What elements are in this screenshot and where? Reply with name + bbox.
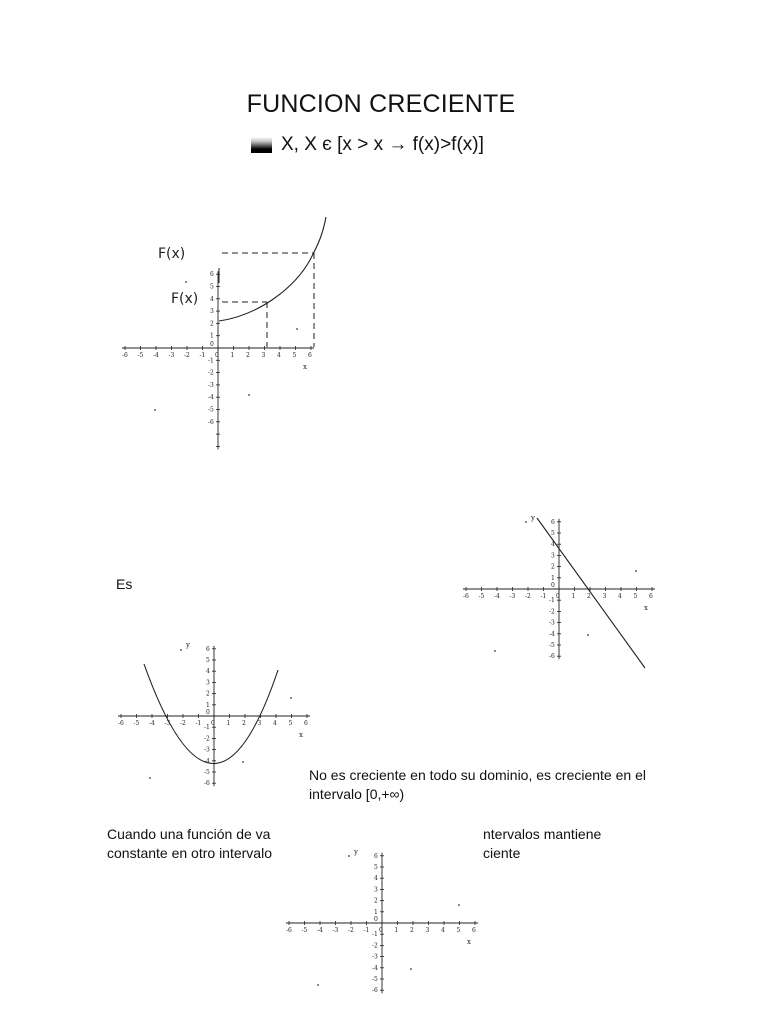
- y-tick-label: -1: [204, 724, 210, 732]
- graph2-dot: [635, 570, 637, 572]
- text-es: Es: [116, 576, 133, 592]
- x-tick-label: -3: [332, 927, 339, 934]
- y-tick-label: 1: [374, 908, 378, 916]
- y-tick-label: 3: [374, 886, 378, 894]
- x-tick-label: 1: [394, 927, 399, 934]
- y-tick-label: -5: [204, 769, 210, 776]
- x-tick-label: 6: [304, 720, 308, 727]
- y-tick-label: 6: [206, 645, 210, 653]
- x-tick-label: -3: [164, 720, 171, 727]
- x-tick-label: 6: [472, 927, 476, 934]
- x-tick-label: -5: [137, 352, 144, 359]
- graph1-dot: [296, 328, 298, 330]
- x-axis-name: x: [467, 938, 471, 946]
- text-not-increasing-line2: intervalo [0,+∞): [309, 786, 405, 802]
- text-cuando-right-line2: ciente: [483, 845, 521, 861]
- y-tick-label: -3: [204, 746, 210, 754]
- x-axis-name: x: [299, 731, 303, 739]
- x-tick-label: -4: [153, 352, 159, 359]
- x-tick-label: 2: [410, 927, 414, 934]
- x-tick-label: -5: [478, 593, 485, 600]
- text-cuando-line2: constante en otro intervalo: [107, 845, 272, 861]
- y-tick-label: -6: [372, 987, 378, 995]
- x-tick-label: 1: [230, 352, 235, 359]
- y-tick-label: -4: [204, 757, 210, 765]
- x-tick-label: -6: [286, 927, 292, 934]
- x-tick-label: 5: [292, 352, 297, 359]
- y-tick-label: -3: [372, 953, 378, 961]
- y-tick-label: 6: [210, 271, 214, 279]
- graph4-dot: [348, 855, 350, 857]
- x-tick-label: -2: [184, 352, 190, 359]
- graph1-label-upper: F(x): [158, 246, 186, 262]
- x-tick-label: -4: [149, 720, 155, 727]
- formula: [251, 134, 484, 156]
- graph3-curve: [144, 664, 278, 764]
- y-tick-label: -1: [208, 357, 214, 365]
- graph3-dot: [149, 777, 151, 779]
- y-tick-label: 1: [210, 332, 214, 340]
- y-tick-label: -2: [208, 369, 214, 377]
- graph3-axes: [118, 641, 310, 787]
- y-tick-label: -4: [208, 394, 214, 402]
- text-cuando-right-line1: ntervalos mantiene: [483, 826, 602, 842]
- x-tick-label: -6: [118, 720, 124, 727]
- x-tick-label: 0: [556, 593, 560, 600]
- x-tick-label: 3: [602, 593, 607, 600]
- text-not-increasing-line1: No es creciente en todo su dominio, es creciente en el: [309, 767, 646, 783]
- x-tick-label: -3: [168, 352, 175, 359]
- x-tick-label: 1: [571, 593, 576, 600]
- graph4-dot: [317, 984, 319, 986]
- x-tick-label: 2: [587, 593, 591, 600]
- x-tick-label: 6: [308, 352, 312, 359]
- x-tick-label: 0: [379, 927, 383, 934]
- text-cuando: [107, 825, 272, 863]
- x-tick-label: -2: [180, 720, 186, 727]
- y-tick-label: 2: [374, 897, 378, 905]
- y-tick-label: 6: [551, 518, 555, 526]
- for-all-symbol-icon: [251, 137, 272, 153]
- x-tick-label: -1: [363, 927, 370, 934]
- x-tick-label: 5: [456, 927, 461, 934]
- y-tick-label: -6: [204, 780, 210, 788]
- x-tick-label: -3: [509, 593, 516, 600]
- graph4-occluder: [283, 820, 483, 870]
- x-tick-label: 5: [633, 593, 638, 600]
- formula-text: X, X є [x > x → f(x)>f(x)]: [281, 134, 484, 155]
- graph4-dot: [410, 968, 412, 970]
- y-tick-label: 5: [210, 283, 214, 291]
- graph3-dot: [242, 761, 244, 763]
- graph3-dot: [180, 649, 182, 651]
- y-tick-label: -4: [549, 630, 555, 638]
- x-axis-name: x: [644, 604, 648, 612]
- x-tick-label: 6: [649, 593, 653, 600]
- y-tick-label: -1: [372, 931, 378, 939]
- y-tick-label: 1: [206, 701, 210, 709]
- text-cuando-line1: Cuando una función de va: [107, 826, 271, 842]
- text-cuando-right: [483, 825, 601, 863]
- y-tick-label: 2: [210, 320, 214, 328]
- y-tick-label: 0: [210, 341, 214, 348]
- y-axis-name: y: [354, 847, 358, 856]
- y-tick-label: 6: [374, 852, 378, 860]
- graph2-dot: [494, 650, 496, 652]
- y-tick-label: -5: [372, 976, 378, 983]
- x-tick-label: 4: [277, 352, 281, 359]
- graph-empty-axes: [283, 820, 483, 1024]
- y-tick-label: 3: [206, 679, 210, 687]
- graph-increasing-function: [110, 205, 340, 455]
- y-tick-label: 5: [551, 530, 555, 537]
- y-tick-label: 3: [551, 552, 555, 560]
- x-tick-label: -4: [317, 927, 323, 934]
- graph-parabola: [110, 612, 320, 822]
- y-tick-label: -3: [549, 619, 555, 627]
- graph2-axes: [463, 514, 655, 660]
- y-tick-label: -2: [549, 608, 555, 616]
- y-tick-label: 0: [551, 582, 555, 589]
- graph1-dot: [248, 394, 250, 396]
- x-tick-label: 1: [226, 720, 231, 727]
- y-tick-label: 4: [551, 541, 555, 549]
- graph2-dot: [525, 521, 527, 523]
- y-tick-label: -2: [372, 942, 378, 950]
- y-tick-label: 0: [206, 709, 210, 716]
- x-tick-label: 3: [261, 352, 266, 359]
- page-title: FUNCION CRECIENTE: [246, 90, 516, 118]
- x-tick-label: 0: [211, 720, 215, 727]
- y-tick-label: 4: [374, 875, 378, 883]
- graph3-dot: [290, 697, 292, 699]
- x-tick-label: -1: [199, 352, 206, 359]
- x-tick-label: 2: [242, 720, 246, 727]
- x-tick-label: 3: [257, 720, 262, 727]
- y-tick-label: 2: [551, 563, 555, 571]
- y-tick-label: 1: [551, 574, 555, 582]
- y-tick-label: 4: [210, 295, 214, 303]
- y-tick-label: 2: [206, 690, 210, 698]
- y-tick-label: -5: [208, 406, 214, 414]
- x-axis-name: x: [303, 363, 307, 371]
- y-tick-label: 3: [210, 308, 214, 316]
- y-tick-label: -2: [204, 735, 210, 743]
- y-tick-label: 5: [206, 657, 210, 664]
- y-tick-label: -3: [208, 381, 214, 389]
- x-tick-label: -4: [494, 593, 500, 600]
- x-tick-label: -5: [133, 720, 140, 727]
- x-tick-label: -1: [195, 720, 202, 727]
- graph-decreasing-line: [455, 485, 665, 695]
- x-tick-label: 4: [441, 927, 445, 934]
- x-tick-label: -2: [525, 593, 531, 600]
- y-tick-label: 4: [206, 668, 210, 676]
- y-tick-label: -6: [208, 418, 214, 426]
- text-not-increasing: [309, 766, 646, 804]
- y-tick-label: -4: [372, 964, 378, 972]
- graph1-axes: [122, 271, 314, 449]
- graph1-label-lower: F(x): [171, 291, 199, 307]
- x-tick-label: -6: [463, 593, 469, 600]
- x-tick-label: -1: [540, 593, 547, 600]
- x-tick-label: 0: [215, 352, 219, 359]
- graph1-curve: [219, 217, 326, 321]
- graph2-dot: [587, 634, 589, 636]
- x-tick-label: 2: [246, 352, 250, 359]
- x-tick-label: 5: [288, 720, 293, 727]
- x-tick-label: -5: [301, 927, 308, 934]
- x-tick-label: -6: [122, 352, 128, 359]
- x-tick-label: 3: [425, 927, 430, 934]
- y-tick-label: -5: [549, 642, 555, 649]
- y-axis-name: y: [531, 513, 535, 522]
- y-tick-label: -1: [549, 597, 555, 605]
- graph1-dot: [185, 281, 187, 283]
- y-tick-label: 5: [374, 864, 378, 871]
- y-tick-label: 0: [374, 916, 378, 923]
- y-tick-label: -6: [549, 653, 555, 661]
- x-tick-label: 4: [618, 593, 622, 600]
- x-tick-label: -2: [348, 927, 354, 934]
- x-tick-label: 4: [273, 720, 277, 727]
- graph1-dot: [154, 409, 156, 411]
- graph4-dot: [458, 904, 460, 906]
- y-axis-name: y: [186, 640, 190, 649]
